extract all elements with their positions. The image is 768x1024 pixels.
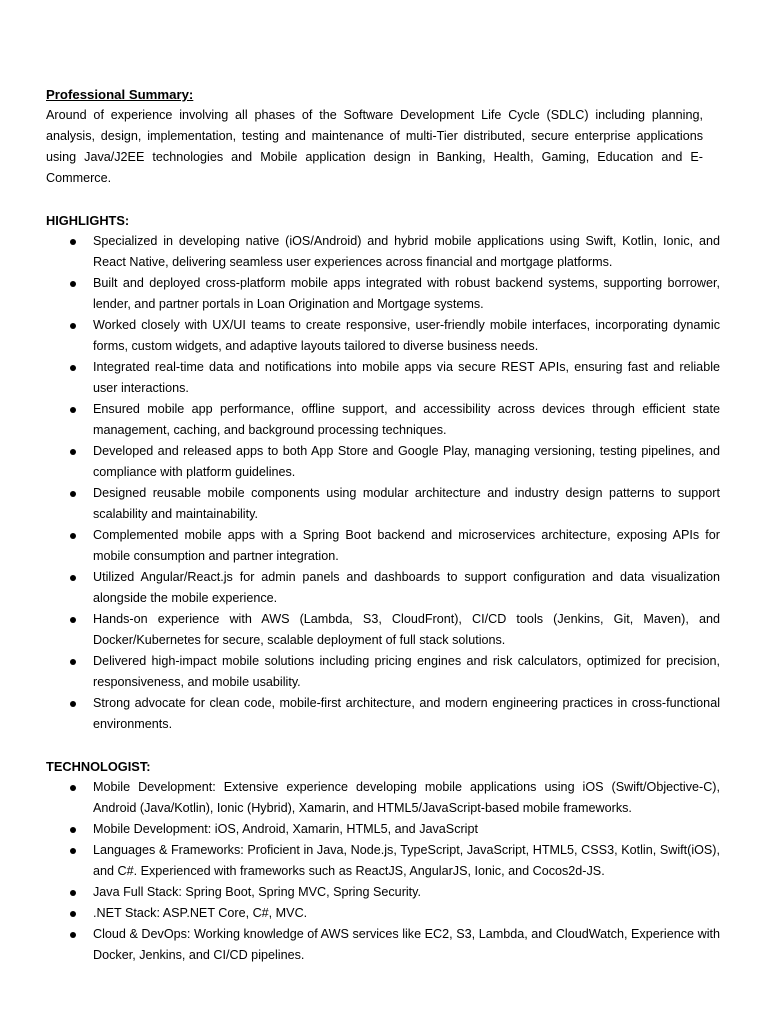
bullet-icon [70, 848, 76, 854]
highlight-item [46, 315, 720, 357]
professional-summary-heading: Professional Summary: [46, 87, 194, 102]
technologist-item [46, 819, 720, 840]
professional-summary-text: Around of experience involving all phases of the Software Development Life Cycle (SDLC) including planning, analysis, design, implementation, testing and maintenance of multi-Tier distributed, secure enterprise applications using Java/J2EE technologies and Mobile application design in Banking, Health, Gaming, Education and E-Commerce. [46, 108, 703, 185]
highlight-item [46, 399, 720, 441]
technologist-item-text: .NET Stack: ASP.NET Core, C#, MVC. [93, 906, 308, 920]
technologist-item-text: Java Full Stack: Spring Boot, Spring MVC, Spring Security. [93, 885, 422, 899]
highlight-item-text: Delivered high-impact mobile solutions including pricing engines and risk calculators, optimized for precision, responsiveness, and mobile usability. [93, 654, 720, 689]
highlight-item [46, 651, 720, 693]
bullet-icon [70, 932, 76, 938]
technologist-item [46, 903, 720, 924]
highlight-item-text: Specialized in developing native (iOS/Android) and hybrid mobile applications using Swift, Kotlin, Ionic, and React Native, delivering seamless user experiences across financial and mortgage platforms. [93, 234, 720, 269]
technologist-item-text: Languages & Frameworks: Proficient in Java, Node.js, TypeScript, JavaScript, HTML5, CSS3, Kotlin, Swift(iOS), and C#. Experienced with frameworks such as ReactJS, AngularJS, Ionic, and Cocos2d-JS. [93, 843, 720, 878]
bullet-icon [70, 575, 76, 581]
bullet-icon [70, 911, 76, 917]
highlights-list [46, 231, 720, 735]
bullet-icon [70, 617, 76, 623]
highlight-item [46, 567, 720, 609]
bullet-icon [70, 281, 76, 287]
bullet-icon [70, 365, 76, 371]
highlight-item-text: Worked closely with UX/UI teams to create responsive, user-friendly mobile interfaces, incorporating dynamic forms, custom widgets, and adaptive layouts tailored to diverse business needs. [93, 318, 720, 353]
bullet-icon [70, 407, 76, 413]
technologist-item [46, 777, 720, 819]
technologist-item [46, 924, 720, 966]
bullet-icon [70, 323, 76, 329]
bullet-icon [70, 533, 76, 539]
technologist-section [46, 756, 720, 966]
technologist-item-text: Mobile Development: Extensive experience developing mobile applications using iOS (Swift/Objective-C), Android (Java/Kotlin), Ionic (Hybrid), Xamarin, and HTML5/JavaScript-based mobile frameworks. [93, 780, 720, 815]
highlight-item-text: Utilized Angular/React.js for admin panels and dashboards to support configuration and data visualization alongside the mobile experience. [93, 570, 720, 605]
bullet-icon [70, 890, 76, 896]
highlight-item [46, 483, 720, 525]
bullet-icon [70, 449, 76, 455]
technologist-item-text: Mobile Development: iOS, Android, Xamarin, HTML5, and JavaScript [93, 822, 478, 836]
highlight-item-text: Hands-on experience with AWS (Lambda, S3, CloudFront), CI/CD tools (Jenkins, Git, Maven), and Docker/Kubernetes for secure, scalable deployment of full stack solutions. [93, 612, 720, 647]
highlight-item-text: Strong advocate for clean code, mobile-first architecture, and modern engineering practices in cross-functional environments. [93, 696, 720, 731]
highlights-section [46, 210, 720, 735]
technologist-list [46, 777, 720, 966]
highlights-heading: HIGHLIGHTS: [46, 213, 130, 228]
highlight-item-text: Designed reusable mobile components using modular architecture and industry design patterns to support scalability and maintainability. [93, 486, 720, 521]
technologist-item [46, 882, 720, 903]
professional-summary-section [46, 84, 703, 189]
highlight-item-text: Integrated real-time data and notifications into mobile apps via secure REST APIs, ensuring fast and reliable user interactions. [93, 360, 720, 395]
highlight-item [46, 693, 720, 735]
highlight-item-text: Developed and released apps to both App Store and Google Play, managing versioning, testing pipelines, and compliance with platform guidelines. [93, 444, 720, 479]
technologist-heading: TECHNOLOGIST: [46, 759, 151, 774]
bullet-icon [70, 659, 76, 665]
highlight-item-text: Complemented mobile apps with a Spring Boot backend and microservices architecture, exposing APIs for mobile consumption and partner integration. [93, 528, 720, 563]
technologist-item-text: Cloud & DevOps: Working knowledge of AWS services like EC2, S3, Lambda, and CloudWatch, Experience with Docker, Jenkins, and CI/CD pipelines. [93, 927, 720, 962]
highlight-item [46, 441, 720, 483]
highlight-item [46, 525, 720, 567]
highlight-item-text: Built and deployed cross-platform mobile apps integrated with robust backend systems, supporting borrower, lender, and partner portals in Loan Origination and Mortgage systems. [93, 276, 720, 311]
highlight-item [46, 357, 720, 399]
highlight-item [46, 231, 720, 273]
bullet-icon [70, 785, 76, 791]
bullet-icon [70, 827, 76, 833]
technologist-item [46, 840, 720, 882]
highlight-item [46, 609, 720, 651]
bullet-icon [70, 239, 76, 245]
bullet-icon [70, 701, 76, 707]
highlight-item-text: Ensured mobile app performance, offline support, and accessibility across devices through efficient state management, caching, and background processing techniques. [93, 402, 720, 437]
bullet-icon [70, 491, 76, 497]
highlight-item [46, 273, 720, 315]
